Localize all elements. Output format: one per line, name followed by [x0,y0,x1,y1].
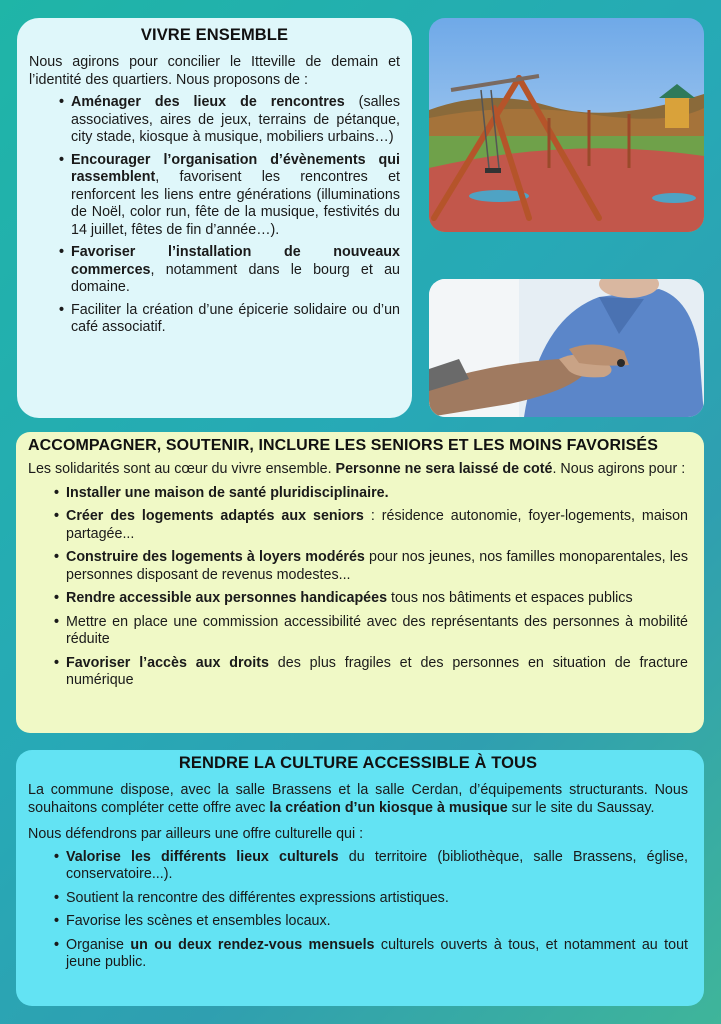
culture-list [66,849,688,972]
list-item: • Organise un ou deux rendez-vous mensuels culturels ouverts à tous, et notamment au tout jeune public. [66,937,688,972]
section-intro: La commune dispose, avec la salle Brassens et la salle Cerdan, d’équipements structurants. Nous souhaitons compléter cette offre avec la création d’un kiosque à musique sur le site du Saussay. [28,782,688,816]
section-intro: Les solidarités sont au cœur du vivre ensemble. Personne ne sera laissé de coté. Nous agirons pour : [28,461,686,477]
section-intro: Nous agirons pour concilier le Itteville de demain et l’identité des quartiers. Nous proposons de : [29,54,400,88]
list-item: • Encourager l’organisation d’évènements qui rassemblent, favorisent les rencontres et renforcent les liens entre générations (illuminations de Noël, color run, fête de la musique, festivités du 14 juillet, fêtes de fin d’année…). [71,152,400,240]
list-item: • Installer une maison de santé pluridisciplinaire. [66,485,688,503]
proposal-list [71,94,400,337]
senior-care-photo [429,279,704,417]
list-item: • Rendre accessible aux personnes handicapées tous nos bâtiments et espaces publics [66,590,688,608]
commitment-list [66,485,688,690]
list-item: • Construire des logements à loyers modérés pour nos jeunes, nos familles monoparentales, les personnes disposant de revenus modestes... [66,549,688,584]
list-item: • Favorise les scènes et ensembles locaux. [66,913,688,931]
culture-panel [16,750,704,1006]
list-item: • Soutient la rencontre des différentes expressions artistiques. [66,890,688,908]
section-title: RENDRE LA CULTURE ACCESSIBLE À TOUS [178,754,538,772]
list-item: • Favoriser l’accès aux droits des plus fragiles et des personnes en situation de fracture numérique [66,655,688,690]
list-item: • Valorise les différents lieux culturels du territoire (bibliothèque, salle Brassens, église, conservatoire...). [66,849,688,884]
seniors-panel [16,432,704,733]
list-item: • Favoriser l’installation de nouveaux commerces, notamment dans le bourg et au domaine. [71,244,400,297]
list-item: • Faciliter la création d’une épicerie solidaire ou d’un café associatif. [71,302,400,337]
list-item: • Créer des logements adaptés aux seniors : résidence autonomie, foyer-logements, maison partagée... [66,508,688,543]
list-item: • Mettre en place une commission accessibilité avec des représentants des personnes à mobilité réduite [66,614,688,649]
playground-photo [429,18,704,232]
vivre-ensemble-panel [17,18,412,418]
section-title: VIVRE ENSEMBLE [140,26,289,44]
section-title: ACCOMPAGNER, SOUTENIR, INCLURE LES SENIORS ET LES MOINS FAVORISÉS [28,437,658,454]
list-item: • Aménager des lieux de rencontres (salles associatives, aires de jeux, terrains de pétanque, city stade, kiosque à musique, mobiliers urbains…) [71,94,400,147]
section-intro-2: Nous défendrons par ailleurs une offre culturelle qui : [28,826,364,842]
